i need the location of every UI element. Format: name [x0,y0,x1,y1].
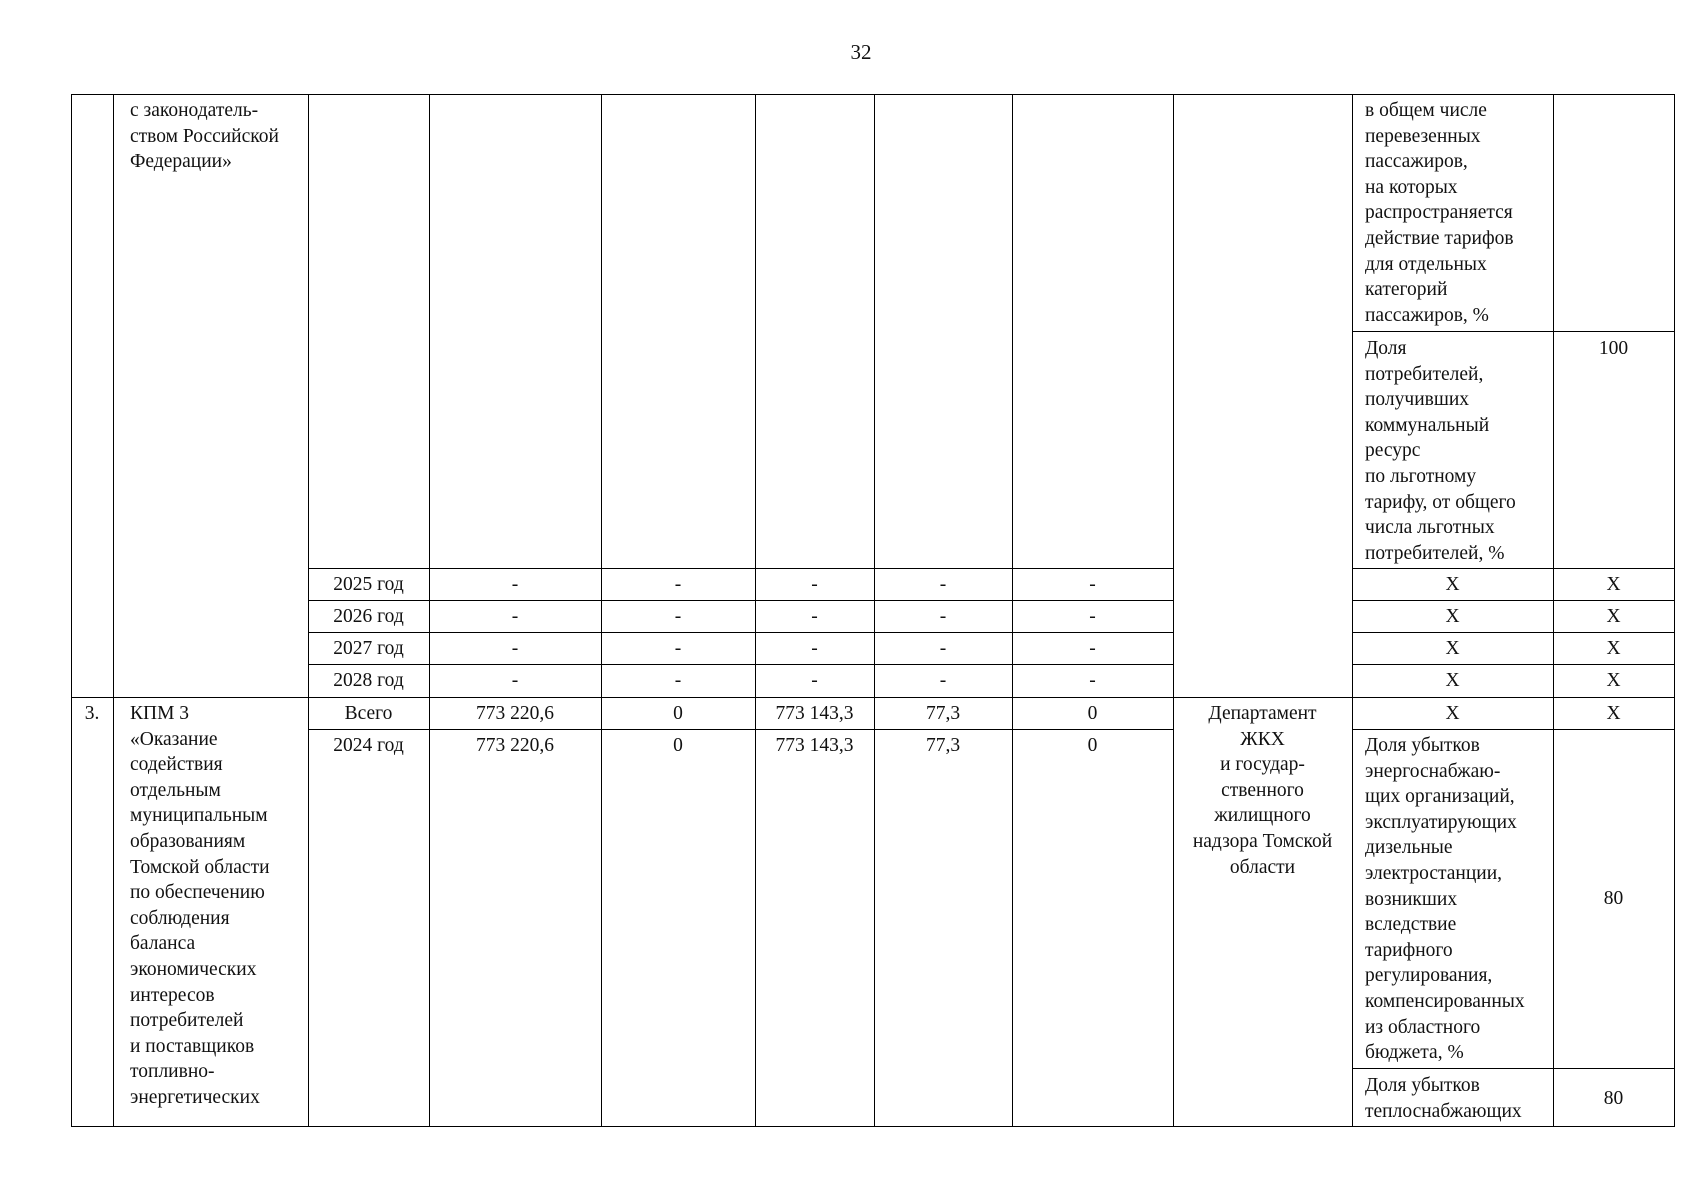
value-cell: 0 [673,703,683,724]
indicator-value: 100 [1598,338,1629,359]
indicator-value: X [1606,574,1621,595]
indicator-text: Доля убытков теплоснабжающих [1365,1075,1522,1122]
value-cell: - [511,670,519,691]
value-cell: - [674,606,682,627]
table-rule [308,664,1174,665]
table-bottom-border [71,1126,1674,1127]
page-number: 32 [850,40,872,64]
year-label: 2024 год [333,735,404,756]
value-cell: - [674,638,682,659]
row-name: КПМ 3 «Оказание содействия отдельным муниципальным образованиям Томской области по обеспечению соблюдения баланса экономических интересов потребителей и поставщиков топливно- энергетических [130,703,270,1108]
value-cell: - [939,574,947,595]
table-rule [308,729,1174,730]
value-cell: - [674,574,682,595]
indicator-value: X [1606,670,1621,691]
table-rule [1352,729,1674,730]
executor: Департамент ЖКХ и государ- ственного жилищного надзора Томской области [1192,703,1333,878]
value-cell: 0 [1087,735,1098,756]
indicator-cell: X [1445,703,1460,724]
table-rule [1352,664,1674,665]
row-number: 3. [84,703,100,724]
indicator-value: 80 [1603,888,1624,909]
table-rule [1352,331,1674,332]
table-rule [308,600,1174,601]
value-cell: 773 143,3 [775,703,854,724]
total-label: Всего [344,703,393,724]
indicator-text: Доля убытков энергоснабжаю- щих организаций, эксплуатирующих дизельные электростанции, возникших вследствие тарифного регулирования, компенсированных из областного бюджета, % [1365,735,1525,1064]
value-cell: 77,3 [925,735,961,756]
value-cell: - [511,638,519,659]
value-cell: - [674,670,682,691]
indicator-cell: X [1445,606,1460,627]
value-cell: - [511,606,519,627]
table-left-border [71,94,72,1127]
row-name-continuation: с законодатель- ством Российской Федерации» [130,100,279,173]
indicator-value: 80 [1603,1088,1624,1109]
indicator-cell: X [1445,574,1460,595]
value-cell: - [1089,574,1096,595]
table-rule [1352,1068,1674,1069]
table-rule [308,568,1174,569]
table-rule [308,632,1174,633]
value-cell: - [1089,606,1096,627]
year-label: 2027 год [333,638,404,659]
table-right-border [1674,94,1675,1127]
table-rule [1352,632,1674,633]
column-divider [1173,94,1174,1127]
value-cell: - [511,574,519,595]
value-cell: - [811,574,818,595]
year-label: 2025 год [333,574,404,595]
value-cell: - [811,606,818,627]
value-cell: - [811,670,818,691]
value-cell: 773 143,3 [775,735,854,756]
indicator-cell: X [1445,638,1460,659]
indicator-text: Доля потребителей, получивших коммунальный ресурс по льготному тарифу, от общего числа льготных потребителей, % [1365,338,1516,564]
table-rule [1352,568,1674,569]
value-cell: - [811,638,818,659]
table-rule [71,697,1674,698]
value-cell: - [939,670,947,691]
year-label: 2028 год [333,670,404,691]
value-cell: 773 220,6 [476,703,554,724]
indicator-text: в общем числе перевезенных пассажиров, на которых распространяется действие тарифов для отдельных категорий пассажиров, % [1365,100,1514,326]
indicator-cell: X [1445,670,1460,691]
indicator-value: X [1606,703,1621,724]
value-cell: 77,3 [925,703,961,724]
value-cell: - [1089,670,1096,691]
value-cell: - [939,606,947,627]
value-cell: 0 [1087,703,1098,724]
table-top-border [71,94,1674,95]
value-cell: 0 [673,735,683,756]
table-rule [1352,600,1674,601]
indicator-value: X [1606,606,1621,627]
value-cell: - [939,638,947,659]
value-cell: - [1089,638,1096,659]
year-label: 2026 год [333,606,404,627]
value-cell: 773 220,6 [476,735,554,756]
indicator-value: X [1606,638,1621,659]
column-divider [113,94,114,1127]
